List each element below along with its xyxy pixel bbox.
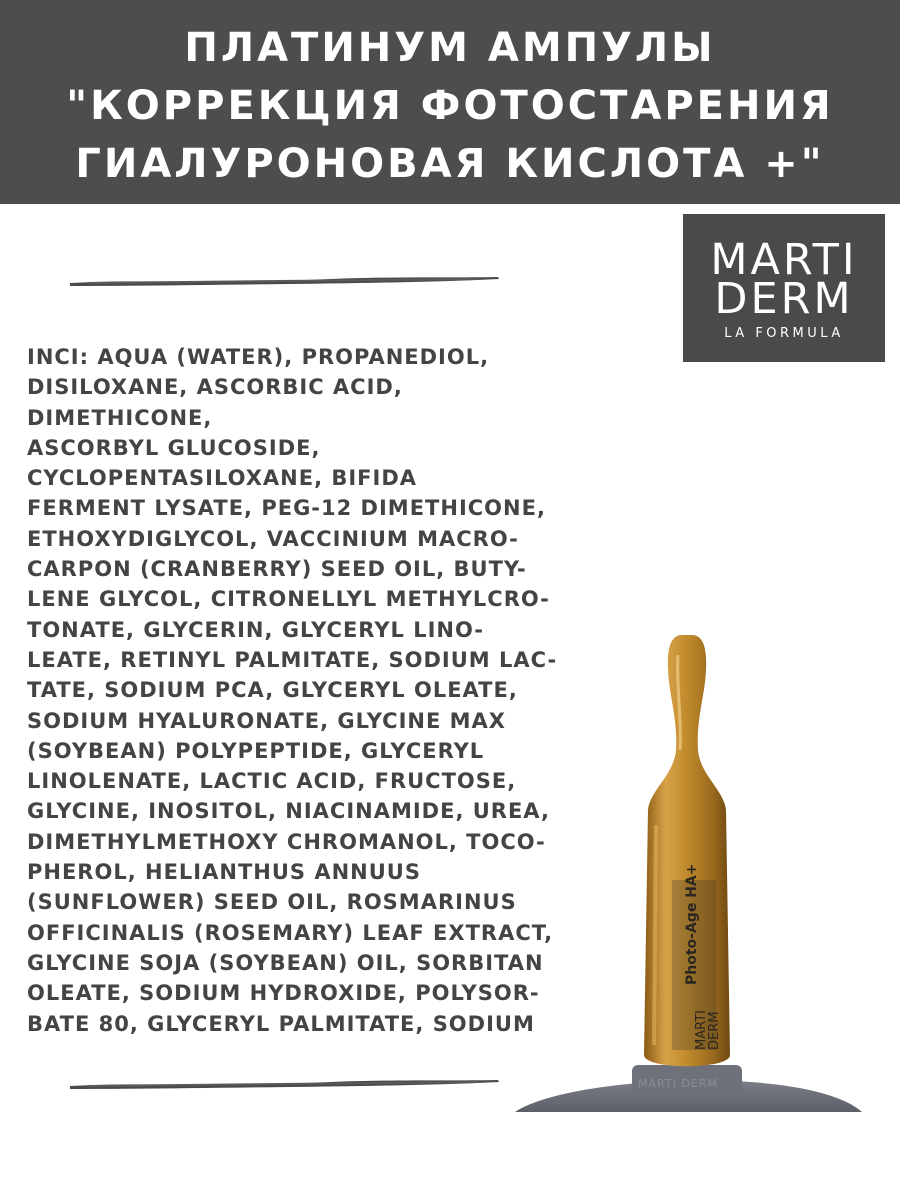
brush-divider-bottom <box>68 1077 500 1091</box>
inci-line: TATE, SODIUM PCA, GLYCERYL OLEATE, <box>27 678 518 703</box>
title-line-3: ГИАЛУРОНОВАЯ КИСЛОТА +" <box>75 141 825 187</box>
ampoule-brand-line1: MARTI <box>694 1010 709 1050</box>
logo-tagline: LA FORMULA <box>724 326 844 341</box>
logo-word-derm: DERM <box>714 274 854 324</box>
inci-line: SODIUM HYALURONATE, GLYCINE MAX <box>27 708 506 733</box>
martiderm-logo <box>683 214 885 362</box>
inci-line: LINOLENATE, LACTIC ACID, FRUCTOSE, <box>27 769 517 794</box>
inci-line: CYCLOPENTASILOXANE, BIFIDA <box>27 466 418 491</box>
inci-line: LENE GLYCOL, CITRONELLYL METHYLCRO- <box>27 587 550 612</box>
inci-line: INCI: AQUA (WATER), PROPANEDIOL, <box>27 345 490 369</box>
inci-line: GLYCINE SOJA (SOYBEAN) OIL, SORBITAN <box>27 950 544 975</box>
inci-line: BATE 80, GLYCERYL PALMITATE, SODIUM <box>27 1011 535 1036</box>
inci-line: TONATE, GLYCERIN, GLYCERYL LINO- <box>27 617 484 642</box>
brush-divider-top <box>68 274 500 288</box>
stand-brand-text: MARTI DERM <box>638 1077 718 1090</box>
inci-line: DIMETHYLMETHOXY CHROMANOL, TOCO- <box>27 829 546 854</box>
inci-line: OFFICINALIS (ROSEMARY) LEAF EXTRACT, <box>27 920 554 945</box>
inci-line: PHEROL, HELIANTHUS ANNUUS <box>27 860 421 885</box>
inci-line: (SOYBEAN) POLYPEPTIDE, GLYCERYL <box>27 738 485 763</box>
logo-word-marti: MARTI <box>710 235 858 285</box>
ampoule-product-name: Photo-Age HA+ <box>684 863 700 985</box>
inci-line: OLEATE, SODIUM HYDROXIDE, POLYSOR- <box>27 981 540 1006</box>
ampoule-product-image <box>510 625 870 1125</box>
inci-line: ETHOXYDIGLYCOL, VACCINIUM MACRO- <box>27 526 519 551</box>
inci-line: FERMENT LYSATE, PEG-12 DIMETHICONE, <box>27 496 546 521</box>
title-line-1: ПЛАТИНУМ АМПУЛЫ <box>184 25 716 71</box>
inci-line: CARPON (CRANBERRY) SEED OIL, BUTY- <box>27 557 527 582</box>
inci-line: ASCORBYL GLUCOSIDE, <box>27 435 321 460</box>
inci-line: LEATE, RETINYL PALMITATE, SODIUM LAC- <box>27 647 558 672</box>
title-banner <box>0 0 900 204</box>
title-line-2: "КОРРЕКЦИЯ ФОТОСТАРЕНИЯ <box>66 83 834 129</box>
ampoule-brand-line2: DERM <box>707 1011 722 1050</box>
inci-line: DIMETHICONE, <box>27 405 213 430</box>
inci-line: (SUNFLOWER) SEED OIL, ROSMARINUS <box>27 890 517 915</box>
inci-line: GLYCINE, INOSITOL, NIACINAMIDE, UREA, <box>27 799 550 824</box>
inci-line: DISILOXANE, ASCORBIC ACID, <box>27 375 403 400</box>
